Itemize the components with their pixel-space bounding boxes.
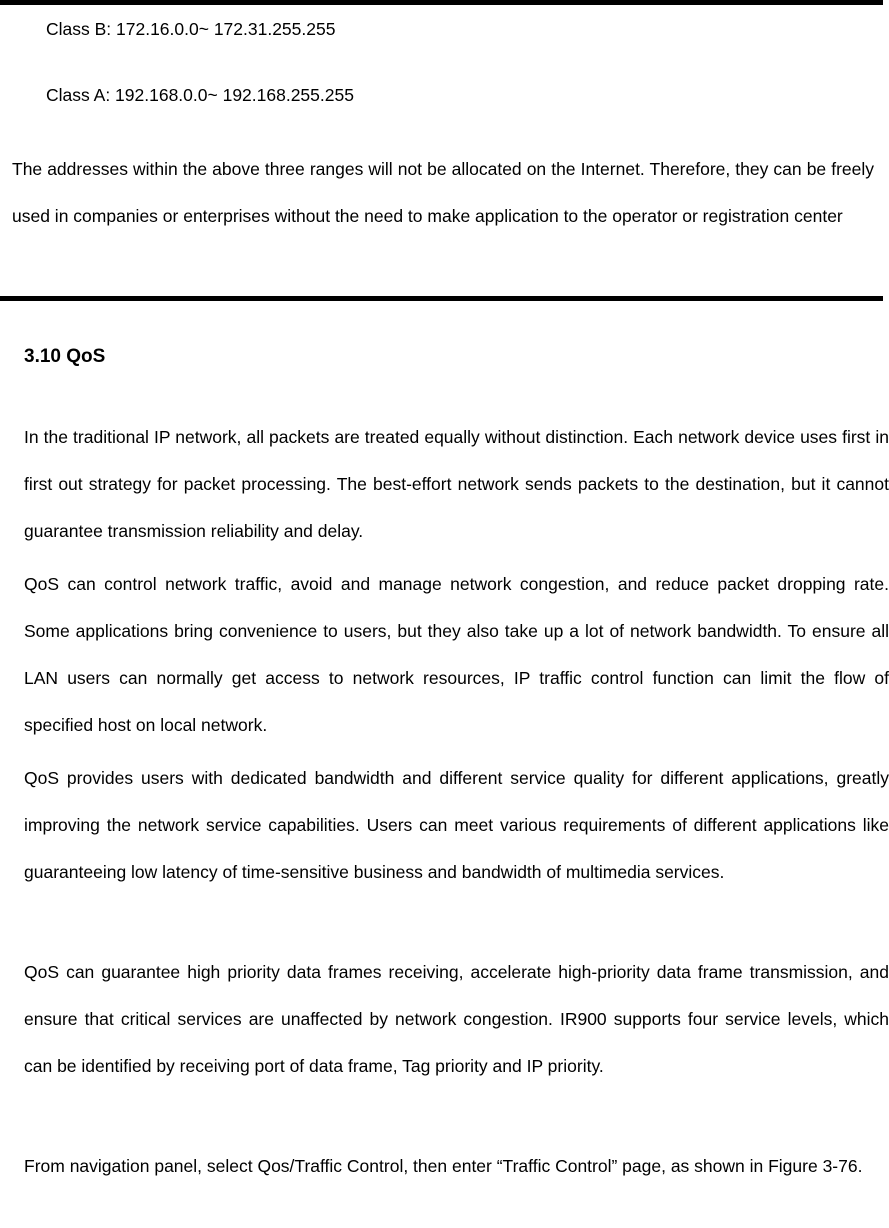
class-b-range: Class B: 172.16.0.0~ 172.31.255.255 bbox=[46, 19, 336, 39]
note-text: The addresses within the above three ranges will not be allocated on the Internet. Therefore, they can be freely used in companies or enterprises without the need to make application to the operator or registration center bbox=[12, 159, 874, 226]
paragraph-traditional-ip: In the traditional IP network, all packets are treated equally without distinction. Each network device uses first in first out strategy for packet processing. The best-effort network sends packets to the destination, but it cannot guarantee transmission reliability and delay. bbox=[24, 427, 889, 541]
note-bottom-rule bbox=[0, 296, 883, 301]
paragraph-qos-priority: QoS can guarantee high priority data frames receiving, accelerate high-priority data frame transmission, and ensure that critical services are unaffected by network congestion. IR900 supports four service levels, which can be identified by receiving port of data frame, Tag priority and IP priority. bbox=[24, 962, 889, 1076]
paragraph-qos-bandwidth: QoS provides users with dedicated bandwidth and different service quality for different applications, greatly improving the network service capabilities. Users can meet various requirements of different applications like guaranteeing low latency of time-sensitive business and bandwidth of multimedia services. bbox=[24, 768, 889, 882]
section-heading: 3.10 QoS bbox=[24, 346, 106, 367]
note-top-rule bbox=[0, 0, 883, 5]
paragraph-qos-control: QoS can control network traffic, avoid and manage network congestion, and reduce packet dropping rate. Some applications bring convenience to users, but they also take up a lot of network bandwidth. To ensure all LAN users can normally get access to network resources, IP traffic control function can limit the flow of specified host on local network. bbox=[24, 574, 889, 735]
class-a-range: Class A: 192.168.0.0~ 192.168.255.255 bbox=[46, 85, 354, 105]
paragraph-navigation: From navigation panel, select Qos/Traffic Control, then enter “Traffic Control” page, as shown in Figure 3-76. bbox=[24, 1156, 863, 1176]
